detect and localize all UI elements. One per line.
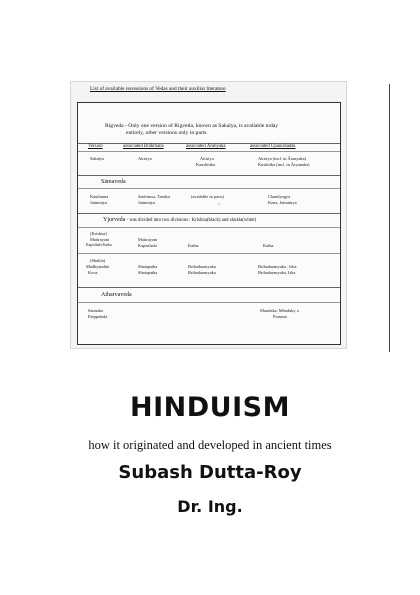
yajurveda-krishna-version-3: Kapisthala-Katha [86,243,112,247]
samaveda-version-1: Kauthuma [90,194,109,199]
yajurveda-shukla-aranyaka-2: Brihadaranyaka [188,270,216,275]
yajurveda-krishna-brahmana-2: Kapisthala [138,243,157,248]
samaveda-aranyaka-2: ,, [218,200,221,205]
divider [78,213,340,214]
column-header-aranyaka: associated Āranyaka [186,144,226,149]
yajurveda-heading-note: - was divided into two divisions : Krishna(black) and shukla(white) [125,218,257,223]
vedas-recensions-table [77,102,341,345]
book-title: HINDUISM [130,392,290,423]
yajurveda-shukla-brahmana-2: Shatapatha [138,270,158,275]
side-rule [389,84,390,352]
yajurveda-shukla-version-2: Madhyandini [86,264,110,269]
yajurveda-krishna-version-2: Maitrayani [90,237,110,242]
rigveda-aranyaka-1: Aitiriya [200,156,214,161]
rigveda-heading: Rigveda - Only one version of Rigveda, known as Sakalya, is available today [105,123,279,129]
rigveda-aranyaka-2: Kaushitika [196,162,216,167]
atharvaveda-upanishad-2: Prasana [273,314,287,319]
divider [78,287,340,288]
yajurveda-shukla-brahmana-1: Shatapatha [138,264,158,269]
yajurveda-shukla-aranyaka-1: Brihadaranyaka [188,264,216,269]
yajurveda-heading [103,217,256,223]
yajurveda-shukla-upanishad-1: Brihadaranyaka , Isha [258,264,297,269]
column-header-version: Version [88,144,103,149]
divider [78,175,340,176]
author-name: Subash Dutta-Roy [118,462,302,483]
yajurveda-krishna-aranyaka: Katha [188,243,199,248]
divider [78,253,340,254]
samaveda-brahmana-1: Sadvimsa, Tandya [138,194,171,199]
yajurveda-shukla-upanishad-2: Brihadaranyaka, Isha [258,270,296,275]
atharvaveda-heading: Atharvaveda [101,292,132,298]
yajurveda-shukla-version-1: (Shukla) [90,258,106,263]
samaveda-upanishad-1: Chandyogya [268,194,291,199]
samaveda-version-2: Jaiminiya [90,200,108,205]
samaveda-heading: Sāmaveda [101,179,126,185]
column-header-brahmana: associated Brāhmana [123,144,164,149]
column-header-upanishadas: associated Upanishadas [250,144,296,149]
rigveda-version: Sakalya [90,156,104,161]
yajurveda-krishna-upanishad: Katha [263,243,274,248]
samaveda-aranyaka-1: (available in parts) [191,194,224,199]
rigveda-upanishad-2: Kushitika (incl. in Āryanaka) [258,162,310,167]
divider [78,227,340,228]
author-degree: Dr. Ing. [177,497,243,516]
atharvaveda-version-1: Saunaka [88,308,103,313]
divider [78,302,340,303]
yajurveda-krishna-brahmana-1: Maitrayani [138,237,158,242]
rigveda-upanishad-1: Aitiriya (incl. in Āranyaka) [258,156,307,161]
rigveda-brahmana: Aitiriya [138,156,152,161]
table-title: List of available recensions of Vedas and their auxiliar literature [90,86,226,92]
rigveda-heading-2: entirely, other versions only in parts [126,130,207,136]
atharvaveda-upanishad-1: Mundaka, Mānduky a [260,308,299,313]
yajurveda-krishna-version-1: (Krishna) [90,231,107,236]
samaveda-brahmana-2: Jaiminiya [138,200,156,205]
divider [78,188,340,189]
yajurveda-title: Yjurveda [103,217,126,223]
samaveda-upanishad-2: Kena, Jaiminiya [268,200,297,205]
atharvaveda-version-2: Paippalada [88,314,108,319]
yajurveda-shukla-version-3: Kova [88,270,98,275]
book-subtitle: how it originated and developed in ancient times [88,438,332,452]
divider [78,151,340,152]
